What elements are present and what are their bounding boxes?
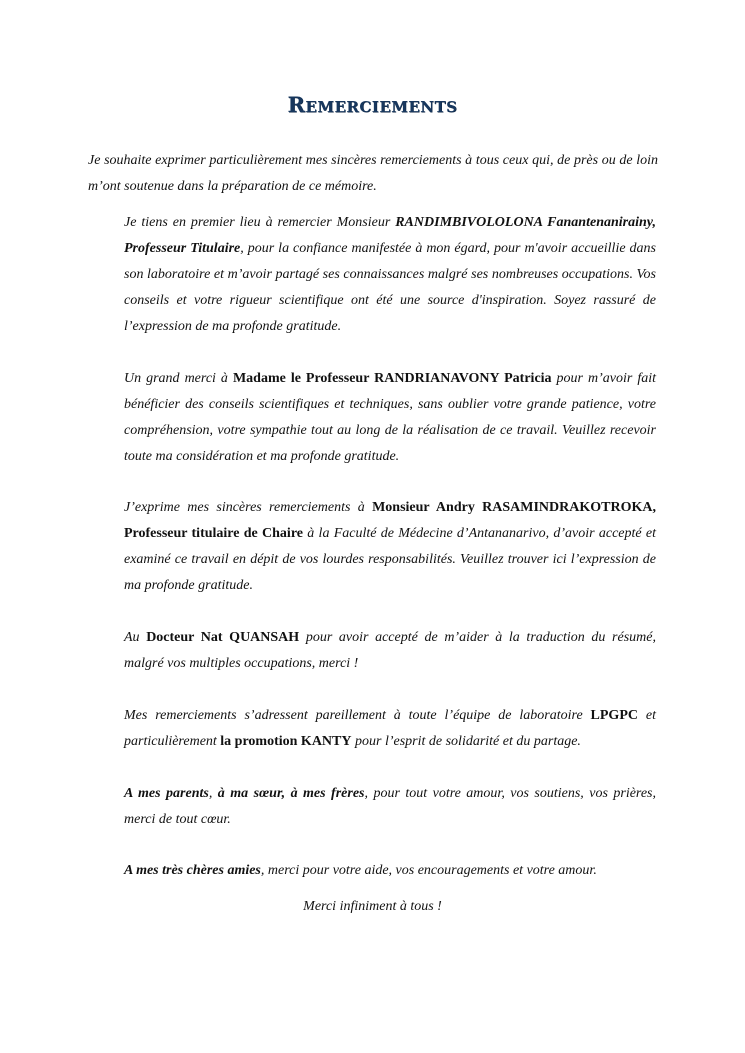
text-segment: Mes remerciements s’adressent pareillement à toute l’équipe de laboratoire [124,708,591,723]
text-segment: , [208,786,218,801]
bold-name: Monsieur Andry RASAMINDRAKOTROKA, Professeur titulaire de Chaire [124,500,656,541]
page-title: Remerciements [287,92,458,117]
bold-name: Docteur Nat QUANSAH [146,630,300,645]
text-segment: Un grand merci à [124,371,233,386]
text-segment: , pour tout votre amour, vos soutiens, vos prières, merci de tout cœur. [124,786,657,827]
text-segment: , merci pour votre aide, vos encouragements et votre amour. [260,863,597,878]
bold-name: RANDIMBIVOLOLONA Fanantenanirainy, Professeur Titulaire [124,215,656,256]
bold-name: la promotion KANTY [220,734,352,749]
intro-paragraph: Je souhaite exprimer particulièrement mes sincères remerciements à tous ceux qui, de près ou de loin m’ont soutenue dans la préparation de ce mémoire. [88,153,658,194]
paragraph-lpgpc [124,703,656,755]
text-segment: J’exprime mes sincères remerciements à [124,500,373,515]
bold-name: LPGPC [590,708,638,723]
text-segment: à la Faculté de Médecine d’Antananarivo, d’avoir accepté et examiné ce travail en dépit de vos lourdes responsabilités. Veuillez trouver ici l’expression de ma profonde gratitude. [124,526,656,593]
text-segment: , pour la confiance manifestée à mon égard, pour m'avoir accueillie dans son laboratoire et m’avoir partagé ses connaissances malgré ses nombreuses occupations. Vos conseils et votre rigueur scientifique ont été une source d'inspiration. Soyez rassuré de l’expression de ma profonde gratitude. [124,241,656,334]
text-segment: et particulièrement [124,708,656,749]
bold-name: Madame le Professeur RANDRIANAVONY Patricia [232,371,552,386]
text-segment: pour avoir accepté de m’aider à la traduction du résumé, malgré vos multiples occupations, merci ! [124,630,656,671]
paragraph-randrianavony [124,366,656,470]
paragraph-randimbivololona [124,210,656,340]
bold-name: A mes parents [124,786,209,801]
text-segment: Au [124,630,147,645]
bold-name: à ma sœur, à mes frères [217,786,365,801]
paragraph-quansah [124,625,656,677]
closing-line: Merci infiniment à tous ! [303,899,442,914]
text-segment: Je tiens en premier lieu à remercier Monsieur [124,215,396,230]
bold-name: A mes très chères amies [124,863,261,878]
text-segment: pour m’avoir fait bénéficier des conseils scientifiques et techniques, sans oublier votre grande patience, votre compréhension, votre sympathie tout au long de la réalisation de ce travail. Veuillez recevoir toute ma considération et ma profonde gratitude. [124,371,656,464]
paragraph-friends [124,858,656,884]
paragraph-rasamindrakotroka [124,495,656,599]
text-segment: pour l’esprit de solidarité et du partage. [351,734,581,749]
paragraph-family [124,781,656,833]
